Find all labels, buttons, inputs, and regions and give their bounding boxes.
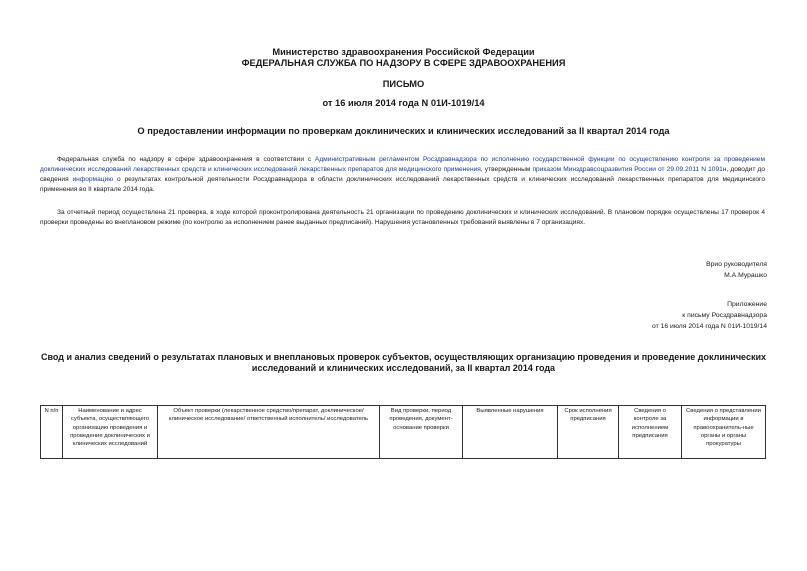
header-cell-object: Объект проверки (лекарственное средство/препарат, доклиническое/ клиническое исследование/ ответственный исполнитель/ исследователь (158, 406, 380, 459)
paragraph-1 (40, 155, 765, 195)
regulation-link[interactable]: Административным регламентом Росздравнадзора по исполнению государственной функции по осуществлению контроля за проведением доклинических исследований лекарственных средств и клинических исследований лекарственных препаратов для медицинского применения (40, 156, 765, 173)
appendix-reference: к письму Росздравнадзора (682, 312, 767, 319)
paragraph-1-text-b: , утвержденным (480, 166, 533, 173)
service-name: ФЕДЕРАЛЬНАЯ СЛУЖБА ПО НАДЗОРУ В СФЕРЕ ЗДРАВООХРАНЕНИЯ (241, 58, 566, 68)
order-link[interactable]: приказом Минздравсоцразвития России от 29.09.2011 N 1091н (532, 166, 727, 173)
header-cell-deadline: Срок исполнения предписания (558, 406, 619, 459)
header-cell-inspection-type: Вид проверки, период проведения, документ-основание проверки (380, 406, 463, 459)
paragraph-2: За отчетный период осуществлена 21 проверка, в ходе которой проконтролирована деятельность 21 организации по проведению доклинических и клинических исследований. В плановом порядке осуществлены 17 проверок 4 проверки проведены во внеплановом режиме (по контролю за исполнением ранее выданных предписаний). Нарушения установленных требований выявлены в 7 организациях. (40, 209, 765, 226)
inspection-table (40, 405, 766, 459)
header-cell-control: Сведения о контроле за исполнением предписания (619, 406, 682, 459)
information-link[interactable]: информацию (72, 176, 114, 183)
document-type: ПИСЬМО (382, 79, 425, 89)
signature-position: Врио руководителя (706, 261, 767, 268)
appendix-date: от 16 июля 2014 года N 01И-1019/14 (651, 323, 767, 330)
header-cell-violations: Выявленные нарушения (463, 406, 558, 459)
appendix-label: Приложение (727, 301, 767, 308)
document-date: от 16 июля 2014 года N 01И-1019/14 (322, 98, 485, 108)
signature-name: М.А.Мурашко (724, 272, 767, 279)
header-cell-law-enforcement: Сведения о представлении информации в правоохранитель-ные органы и органы прокуратуры (682, 406, 766, 459)
paragraph-1-text-d: о результатах контрольной деятельности Росздравнадзора в области доклинических исследований лекарственных средств и клинических исследований лекарственных препаратов для медицинского применения во II квартале 2014 года. (40, 176, 765, 193)
summary-title: Свод и анализ сведений о результатах плановых и внеплановых проверок субъектов, осуществляющих организацию проведения и проведение доклинических исследований и клинических исследований, за II квартал 2014 года (40, 352, 766, 373)
document-subject: О предоставлении информации по проверкам доклинических и клинических исследований за II квартал 2014 года (137, 126, 670, 136)
header-cell-number: N п/п (41, 406, 63, 459)
paragraph-1-text-a: Федеральная служба по надзору в сфере здравоохранения в соответствии с (57, 156, 315, 163)
ministry-name: Министерство здравоохранения Российской Федерации (272, 47, 535, 57)
table-header-row (41, 406, 766, 459)
paragraph-1-text-c: , доводит до сведения (40, 166, 765, 183)
header-cell-subject: Наименование и адрес субъекта, осуществляющего организацию проведения и проведение доклинических и клинических исследований (63, 406, 158, 459)
